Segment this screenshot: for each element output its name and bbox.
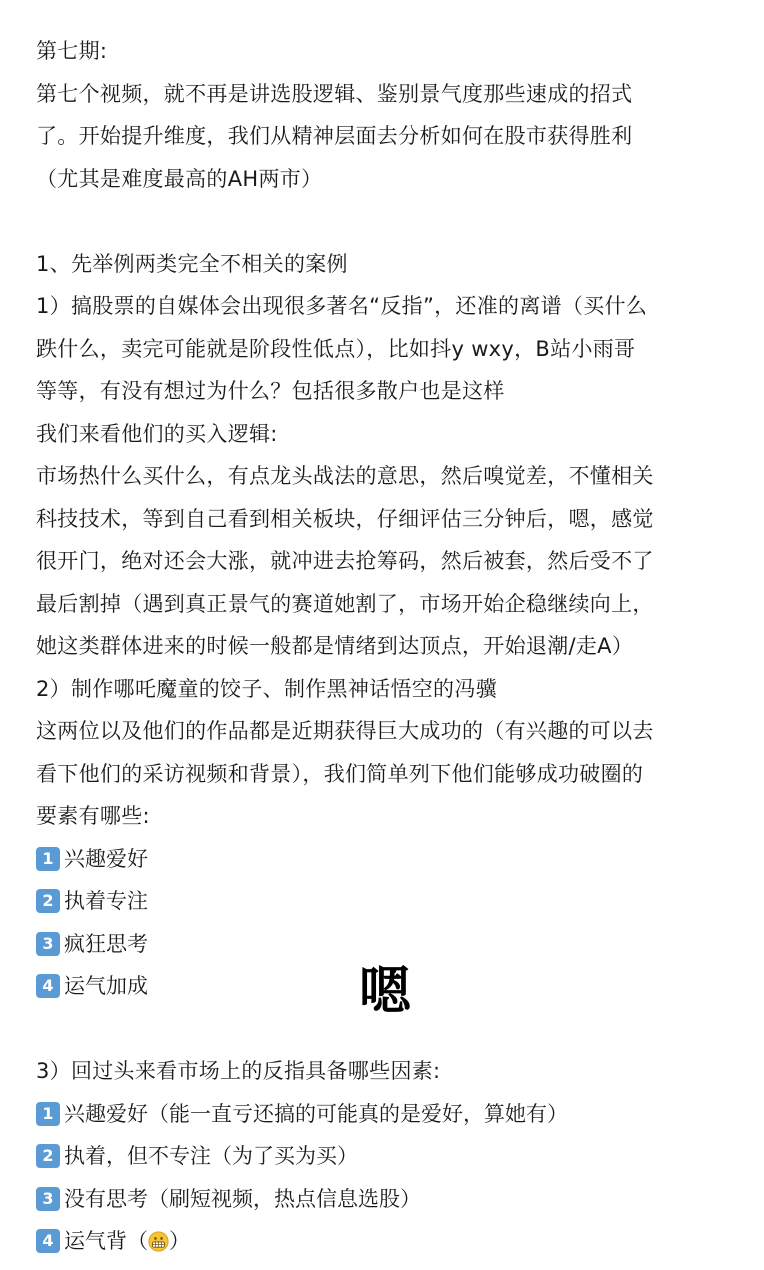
success-factor-item: [36, 880, 736, 923]
number-badge-icon: 4: [36, 1229, 60, 1253]
case1-line: 最后割掉（遇到真正景气的赛道她割了，市场开始企稳继续向上，: [36, 591, 654, 616]
number-badge-icon: 3: [36, 932, 60, 956]
success-factor-item: [36, 838, 736, 881]
spacer: [36, 200, 736, 243]
case2-line: 看下他们的采访视频和背景），我们简单列下他们能够成功破圈的: [36, 761, 644, 786]
document-body: [36, 30, 736, 1263]
contrarian-factor-suffix: ）: [169, 1229, 190, 1253]
section-title: 1、先举例两类完全不相关的案例: [36, 251, 348, 276]
grimacing-face-icon: [148, 1231, 169, 1252]
number-badge-icon: 1: [36, 847, 60, 871]
case2-line: 要素有哪些:: [36, 804, 150, 828]
case3-title: 3）回过头来看市场上的反指具备哪些因素:: [36, 1059, 441, 1083]
contrarian-factor-text: 执着，但不专注（为了买为买）: [64, 1144, 358, 1168]
contrarian-factor-text: 兴趣爱好（能一直亏还搞的可能真的是爱好，算她有）: [64, 1101, 568, 1126]
contrarian-factor-text: 没有思考（刷短视频，热点信息选股）: [64, 1186, 421, 1211]
success-factor-item: [36, 923, 736, 966]
number-badge-icon: 1: [36, 1102, 60, 1126]
case1-line: 等等，有没有想过为什么？包括很多散户也是这样: [36, 379, 505, 403]
case1-line: 我们来看他们的买入逻辑:: [36, 421, 278, 446]
contrarian-factor-item: [36, 1135, 736, 1178]
case2-line: 这两位以及他们的作品都是近期获得巨大成功的（有兴趣的可以去: [36, 719, 654, 743]
number-badge-icon: 2: [36, 889, 60, 913]
case1-line: 1）搞股票的自媒体会出现很多著名“反指”，还准的离谱（买什么: [36, 294, 648, 318]
intro-line: 第七个视频，就不再是讲选股逻辑、鉴别景气度那些速成的招式: [36, 81, 633, 106]
success-factor-text: 运气加成: [64, 974, 148, 998]
case1-line: 市场热什么买什么，有点龙头战法的意思，然后嗅觉差，不懂相关: [36, 464, 654, 488]
contrarian-factor-item: [36, 1178, 736, 1221]
contrarian-factor-item: [36, 1220, 736, 1263]
case1-line: 跌什么，卖完可能就是阶段性低点），比如抖y wxy，B站小雨哥: [36, 336, 636, 361]
number-badge-icon: 3: [36, 1187, 60, 1211]
video-caption: 嗯: [358, 962, 411, 1022]
case1-line: 很开门，绝对还会大涨，就冲进去抢筹码，然后被套，然后受不了: [36, 549, 654, 573]
case1-line: 她这类群体进来的时候一般都是情绪到达顶点，开始退潮/走A）: [36, 634, 634, 658]
success-factor-text: 疯狂思考: [64, 931, 148, 956]
episode-heading: 第七期:: [36, 39, 108, 63]
case2-line: 2）制作哪吒魔童的饺子、制作黑神话悟空的冯骥: [36, 676, 497, 701]
intro-line: 了。开始提升维度，我们从精神层面去分析如何在股市获得胜利: [36, 124, 633, 148]
success-factor-text: 执着专注: [64, 889, 148, 913]
case1-line: 科技技术，等到自己看到相关板块，仔细评估三分钟后，嗯，感觉: [36, 506, 654, 531]
number-badge-icon: 4: [36, 974, 60, 998]
number-badge-icon: 2: [36, 1144, 60, 1168]
contrarian-factor-item: [36, 1093, 736, 1136]
success-factor-text: 兴趣爱好: [64, 846, 148, 871]
intro-line: （尤其是难度最高的AH两市）: [36, 166, 323, 191]
contrarian-factor-text: 运气背（: [64, 1229, 148, 1253]
